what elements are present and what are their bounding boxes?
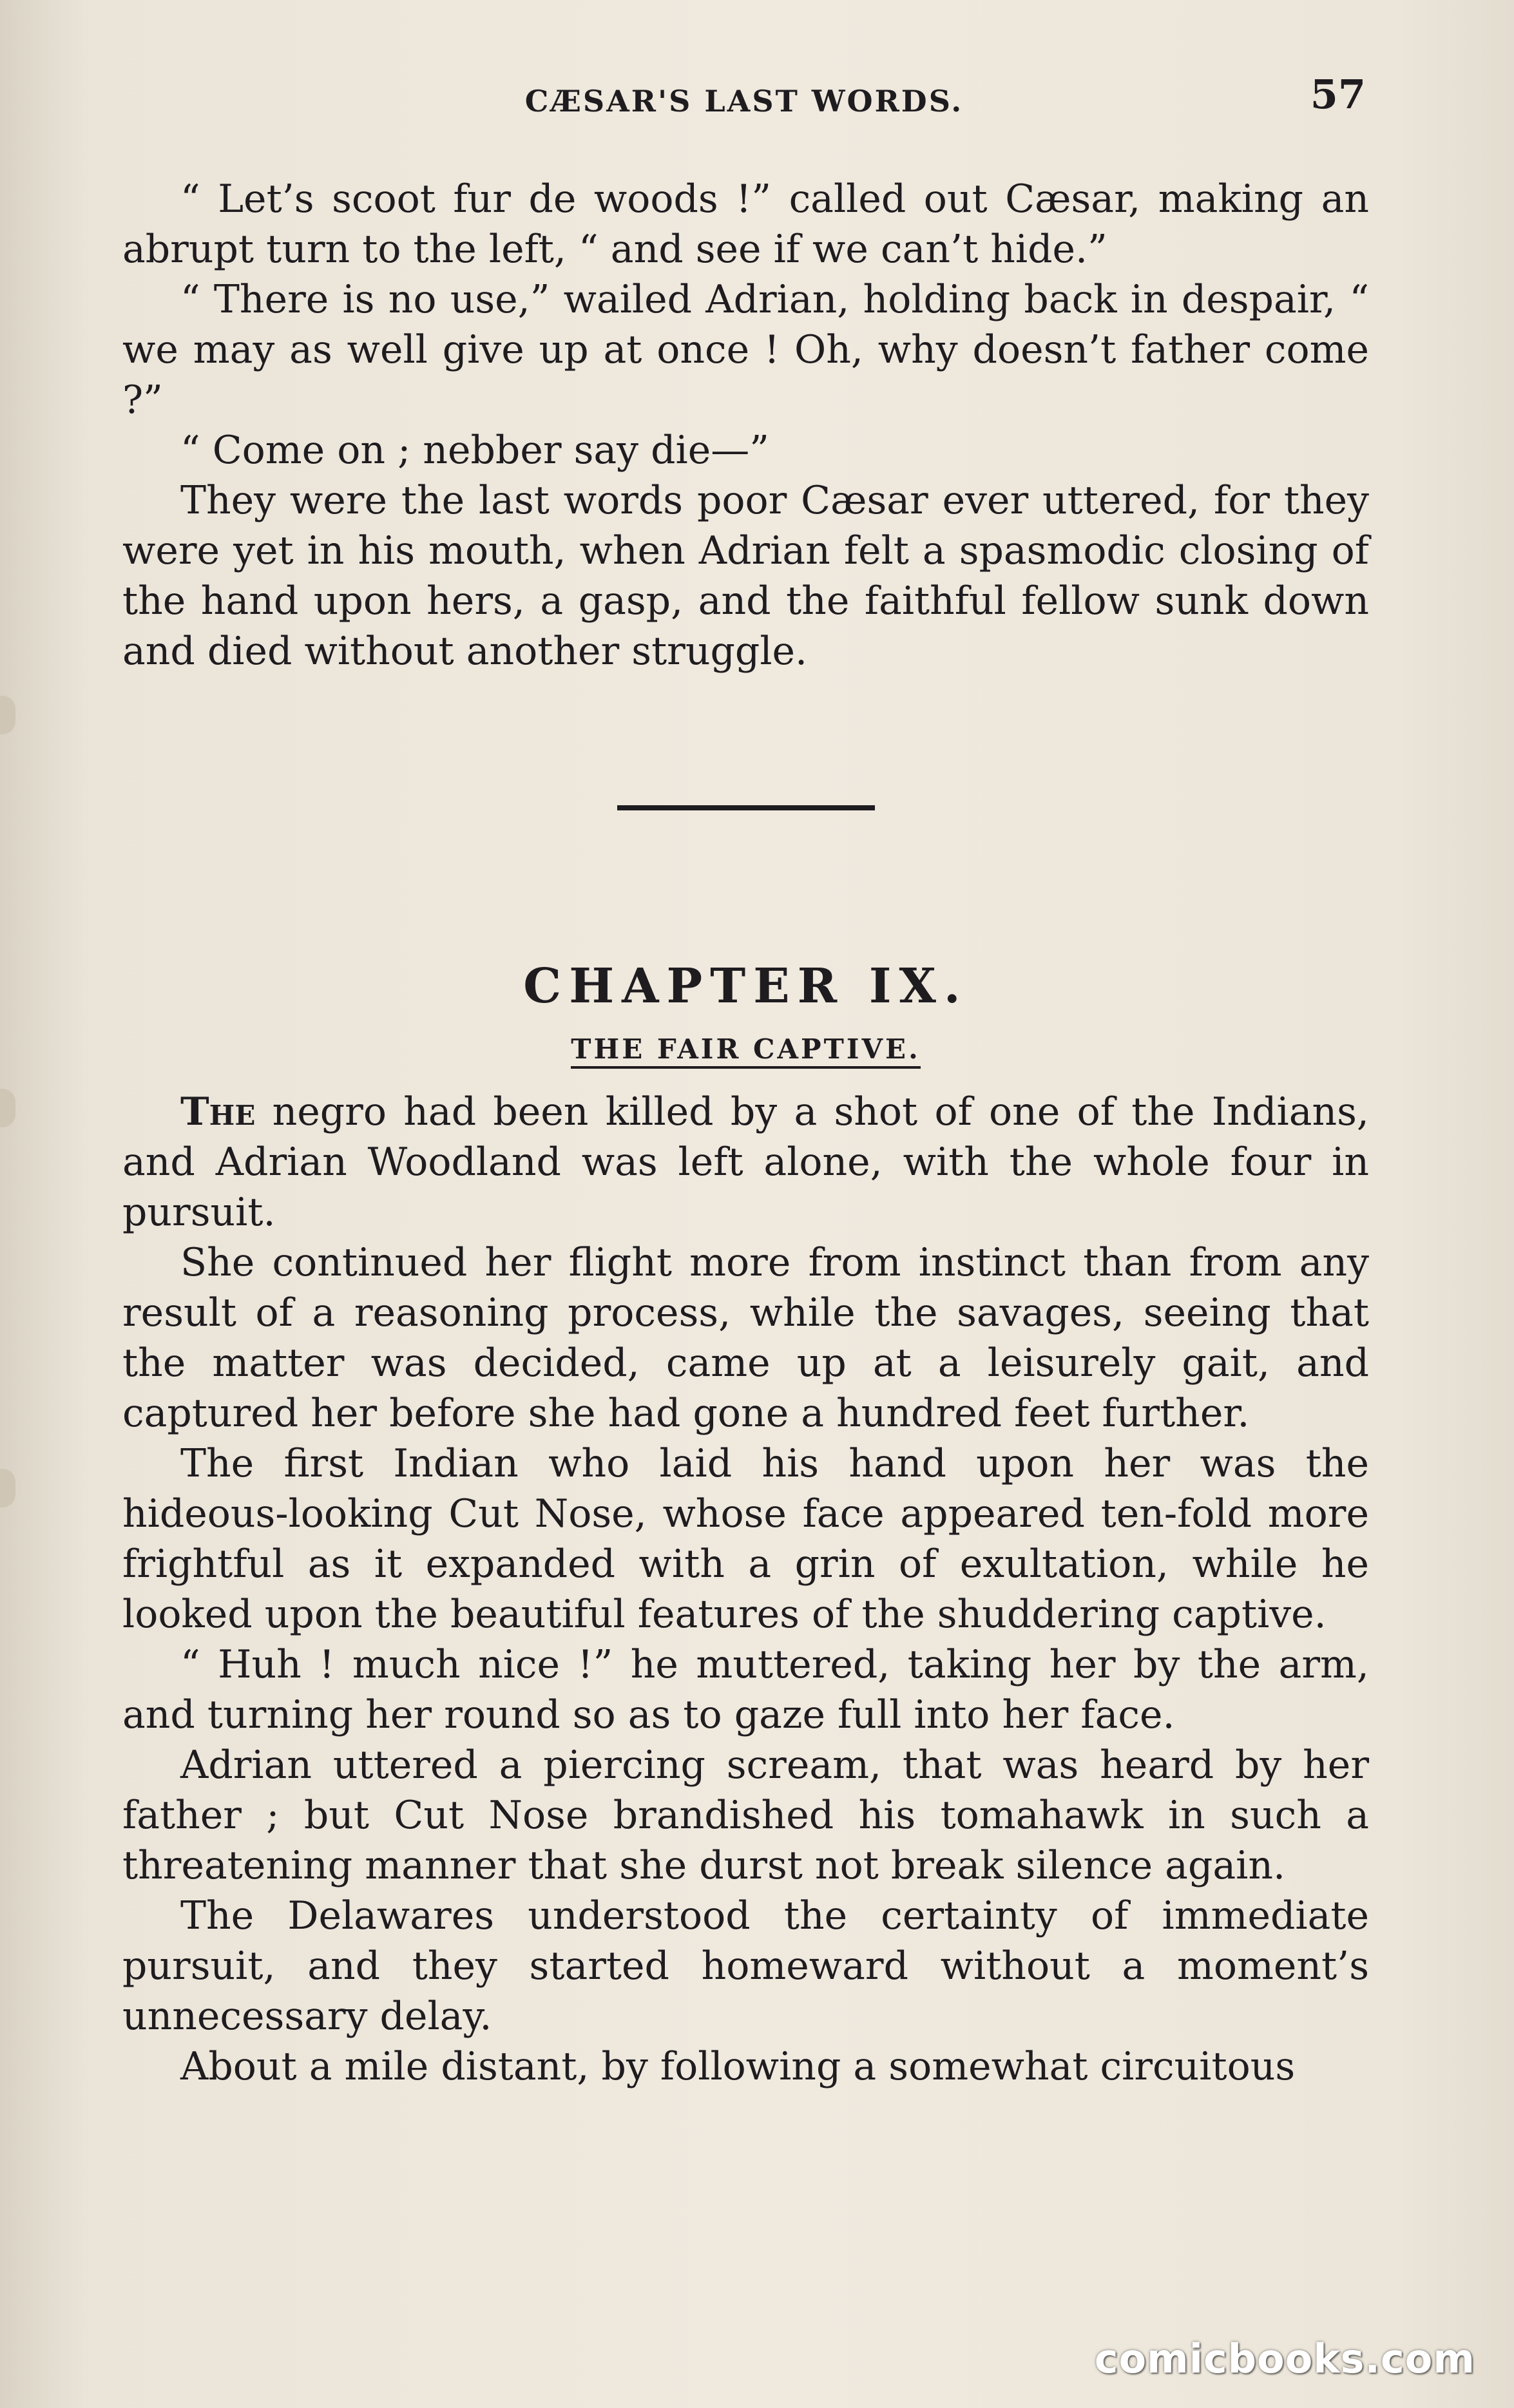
paragraph: The Delawares understood the certainty of immediate pursuit, and they started homeward without a moment’s unnecessary delay. — [122, 1893, 1369, 2039]
paragraph: Adrian uttered a piercing scream, that was heard by her father ; but Cut Nose brandished his tomahawk in such a threatening manner that she durst not break silence again. — [122, 1743, 1369, 1888]
page-edge-tab — [0, 1089, 15, 1127]
paragraph: “ Huh ! much nice !” he muttered, taking her by the arm, and turning her round so as to gaze full into her face. — [122, 1642, 1369, 1737]
page-number: 57 — [1310, 71, 1366, 118]
watermark-logo: comicbooks.com — [1094, 2335, 1475, 2382]
paragraph: “ Let’s scoot fur de woods !” called out Cæsar, making an abrupt turn to the left, “ and see if we can’t hide.” — [122, 177, 1369, 272]
paragraph: They were the last words poor Cæsar ever uttered, for they were yet in his mouth, when Adrian felt a spasmodic closing of the hand upon hers, a gasp, and the faithful fellow sunk down and died without another struggle. — [122, 478, 1369, 674]
chapter-subtitle — [122, 1033, 1369, 1069]
paragraph: About a mile distant, by following a somewhat circuitous — [180, 2044, 1296, 2089]
page-edge-tab — [0, 1469, 15, 1507]
paragraph: “ Come on ; nebber say die—” — [180, 428, 769, 473]
paragraph: She continued her flight more from instinct than from any result of a reasoning process, while the savages, seeing that the matter was decided, came up at a leisurely gait, and captured her before she had gone a hundred feet further. — [122, 1240, 1369, 1436]
paragraph-text: negro had been killed by a shot of one of the Indians, and Adrian Woodland was left alone, with the whole four in pursuit. — [122, 1089, 1369, 1235]
running-head: CÆSAR'S LAST WORDS. — [524, 84, 964, 119]
page-header — [122, 71, 1366, 129]
chapter-subtitle-text: THE FAIR CAPTIVE. — [571, 1033, 920, 1069]
lead-word: The — [180, 1089, 256, 1134]
body-text — [122, 174, 1369, 2092]
page-edge-tab — [0, 696, 15, 734]
paragraph: The first Indian who laid his hand upon her was the hideous-looking Cut Nose, whose face appeared ten-fold more frightful as it expanded with a grin of exultation, while he looked upon the beautiful features of the shuddering captive. — [122, 1441, 1369, 1637]
chapter-title: CHAPTER IX. — [523, 959, 968, 1014]
paragraph: “ There is no use,” wailed Adrian, holding back in despair, “ we may as well give up at once ! Oh, why doesn’t father come ?” — [122, 277, 1369, 423]
section-divider — [617, 805, 875, 810]
paragraph — [122, 1087, 1369, 1237]
